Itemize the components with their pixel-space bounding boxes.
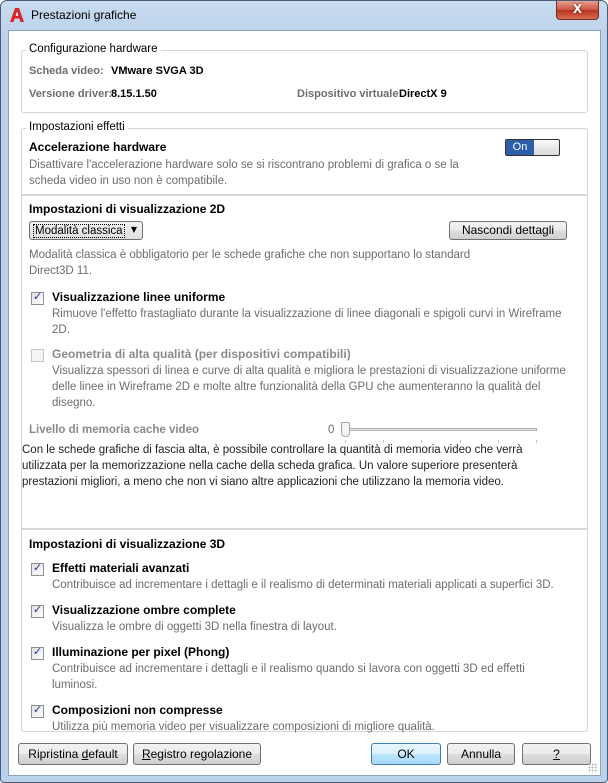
smooth-lines-description: Rimuove l'effetto frastagliato durante la visualizzazione di linee diagonali e spigoli curvi in Wireframe 2D. — [52, 308, 562, 336]
virtual-device-value: DirectX 9 — [399, 88, 447, 100]
slider-track — [345, 428, 537, 431]
uncompressed-textures-description: Utilizza più memoria video per visualizzare composizioni di migliore qualità. — [52, 721, 435, 733]
close-button[interactable] — [556, 1, 599, 20]
help-label: ? — [553, 747, 560, 761]
restore-default-button[interactable] — [18, 743, 128, 765]
advanced-material-label[interactable]: Effetti materiali avanzati — [52, 561, 190, 575]
high-quality-geometry-checkbox[interactable] — [31, 349, 44, 362]
hardware-config-group — [21, 43, 588, 113]
autocad-a-icon — [9, 7, 25, 23]
restore-default-text-end: efault — [88, 747, 118, 761]
check-icon: ✓ — [33, 290, 43, 303]
ok-button[interactable]: OK — [371, 743, 441, 765]
per-pixel-lighting-checkbox[interactable] — [31, 647, 44, 660]
check-icon: ✓ — [33, 703, 43, 716]
hw-accel-description: Disattivare l'accelerazione hardware solo se si riscontrano problemi di grafica o se la scheda video in uso non è compatibile. — [29, 159, 459, 187]
section-divider — [22, 528, 587, 530]
hide-details-button[interactable]: Nascondi dettagli — [449, 221, 567, 240]
video-cache-value: 0 — [328, 424, 335, 436]
full-shadows-description: Visualizza le ombre di oggetti 3D nella finestra di layout. — [52, 621, 337, 633]
check-icon: ✓ — [33, 603, 43, 616]
high-quality-geometry-description: Visualizza spessori di linea e curve di alta qualità e migliora le prestazioni di visualizzazione uniforme delle linee in Wireframe 2D e molte altre funzionalità della GPU che aumenteranno la qualità del disegno. — [52, 365, 566, 409]
cancel-button[interactable]: Annulla — [447, 743, 515, 765]
smooth-lines-label[interactable]: Visualizzazione linee uniforme — [52, 290, 226, 304]
effects-settings-legend: Impostazioni effetti — [26, 121, 128, 133]
advanced-material-checkbox[interactable] — [31, 563, 44, 576]
window-title: Prestazioni grafiche — [31, 8, 137, 22]
dialog-body — [8, 30, 601, 776]
hw-accel-title: Accelerazione hardware — [29, 140, 167, 154]
tuning-log-text: egistro regolazione — [150, 747, 253, 761]
display-mode-dropdown[interactable] — [29, 221, 143, 240]
display-2d-title: Impostazioni di visualizzazione 2D — [29, 202, 226, 216]
section-divider — [22, 194, 587, 196]
video-cache-label: Livello di memoria cache video — [29, 424, 200, 436]
check-icon: ✓ — [33, 645, 43, 658]
driver-version-value: 8.15.1.50 — [111, 88, 157, 100]
resize-grip[interactable] — [588, 763, 598, 773]
advanced-material-description: Contribuisce ad incrementare i dettagli e il realismo di determinati materiali applicati a superfici 3D. — [52, 579, 554, 591]
virtual-device-label: Dispositivo virtuale: — [297, 88, 403, 100]
video-card-label: Scheda video: — [29, 65, 104, 77]
uncompressed-textures-label[interactable]: Composizioni non compresse — [52, 703, 223, 717]
hw-accel-toggle[interactable] — [505, 139, 560, 156]
video-cache-description: Con le schede grafiche di fascia alta, è possibile controllare la quantità di memoria video che verrà utilizzata per la memorizzazione nella cache della scheda grafica. Un valore superiore presenterà prestazioni migliori, a meno che non vi siano altre applicazioni che utilizzano la memoria video. — [22, 444, 523, 488]
smooth-lines-checkbox[interactable] — [31, 292, 44, 305]
tuning-log-button[interactable] — [133, 743, 261, 765]
slider-thumb[interactable] — [341, 422, 350, 437]
full-shadows-label[interactable]: Visualizzazione ombre complete — [52, 603, 236, 617]
display-3d-title: Impostazioni di visualizzazione 3D — [29, 537, 226, 551]
close-icon: X — [572, 2, 583, 16]
restore-default-text: Ripristina — [28, 747, 82, 761]
full-shadows-checkbox[interactable] — [31, 605, 44, 618]
check-icon: ✓ — [33, 561, 43, 574]
per-pixel-lighting-label[interactable]: Illuminazione per pixel (Phong) — [52, 645, 230, 659]
effects-settings-group — [21, 121, 588, 733]
video-card-value: VMware SVGA 3D — [111, 65, 204, 77]
uncompressed-textures-checkbox[interactable] — [31, 705, 44, 718]
display-mode-description: Modalità classica è obbligatorio per le schede grafiche che non supportano lo standard Direct3D 11. — [29, 249, 471, 277]
help-button[interactable] — [522, 743, 591, 765]
tuning-log-accesskey: R — [141, 747, 151, 761]
display-mode-value: Modalità classica — [35, 225, 123, 237]
toggle-on-label: On — [506, 140, 534, 155]
restore-default-accesskey: d — [81, 747, 89, 761]
hardware-config-legend: Configurazione hardware — [26, 43, 161, 55]
per-pixel-lighting-description: Contribuisce ad incrementare i dettagli e il realismo quando si lavora con oggetti 3D ed effetti luminosi. — [52, 663, 525, 691]
high-quality-geometry-label: Geometria di alta qualità (per dispositivi compatibili) — [52, 347, 351, 361]
chevron-down-icon: ▼ — [130, 225, 137, 234]
driver-version-label: Versione driver: — [29, 88, 113, 100]
title-bar[interactable] — [1, 1, 607, 31]
